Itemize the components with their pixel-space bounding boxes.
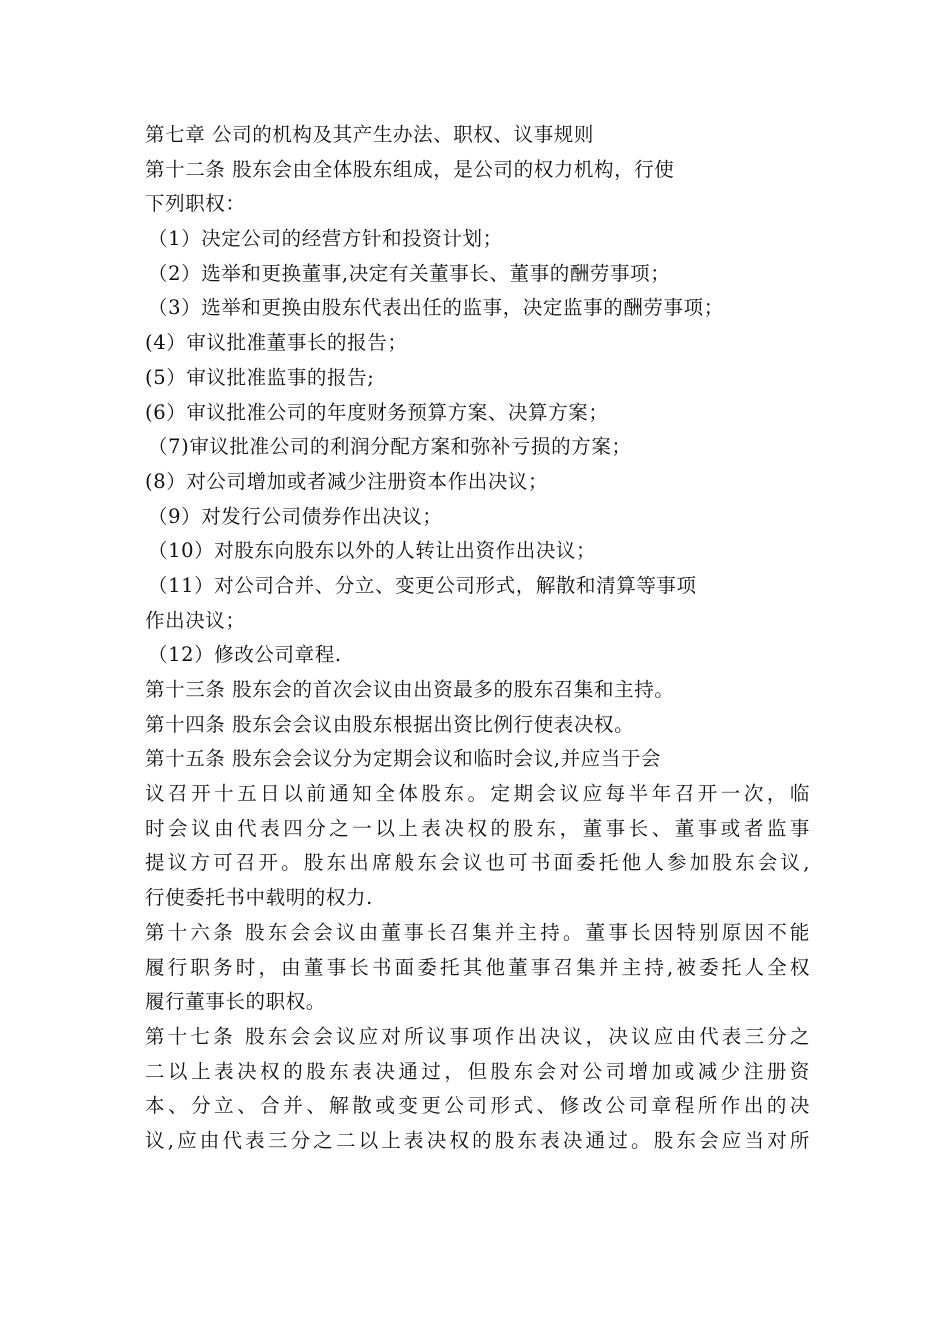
article-15-line-3: 时会议由代表四分之一以上表决权的股东，董事长、董事或者监事 [145, 816, 810, 840]
document-body [145, 118, 810, 1159]
article-17-line-2: 二以上表决权的股东表决通过，但股东会对公司增加或减少注册资 [145, 1059, 810, 1083]
list-item-12: （12）修改公司章程. [148, 643, 342, 667]
article-17-line-4: 议,应由代表三分之二以上表决权的股东表决通过。股东会应当对所 [145, 1128, 810, 1152]
list-item-6: (6）审议批准公司的年度财务预算方案、决算方案； [145, 400, 609, 424]
list-item-9: （9）对发行公司债券作出决议； [148, 504, 443, 528]
article-13: 第十三条 股东会的首次会议由出资最多的股东召集和主持。 [145, 678, 675, 701]
article-12-line-1: 第十二条 股东会由全体股东组成，是公司的权力机构，行使 [145, 157, 675, 181]
list-item-11-line-2: 作出决议； [145, 608, 246, 632]
list-item-8: (8）对公司增加或者减少注册资本作出决议； [145, 469, 549, 493]
article-15-line-5: 行使委托书中载明的权力. [145, 886, 373, 910]
chapter-heading: 第七章 公司的机构及其产生办法、职权、议事规则 [145, 123, 594, 146]
article-14: 第十四条 股东会会议由股东根据出资比例行使表决权。 [145, 712, 635, 736]
article-16-line-1: 第十六条 股东会会议由董事长召集并主持。董事长因特别原因不能 [145, 920, 810, 944]
article-16-line-3: 履行董事长的职权。 [145, 990, 326, 1014]
list-item-10: （10）对股东向股东以外的人转让出资作出决议； [148, 539, 597, 563]
list-item-11-line-1: （11）对公司合并、分立、变更公司形式，解散和清算等事项 [148, 573, 697, 597]
list-item-4: (4）审议批准董事长的报告； [145, 331, 408, 355]
article-15-line-2: 议召开十五日以前通知全体股东。定期会议应每半年召开一次，临 [145, 782, 810, 806]
article-15-line-1: 第十五条 股东会会议分为定期会议和临时会议,并应当于会 [145, 747, 662, 771]
article-17-line-1: 第十七条 股东会会议应对所议事项作出决议，决议应由代表三分之 [145, 1024, 810, 1048]
article-16-line-2: 履行职务时，由董事长书面委托其他董事召集并主持,被委托人全权 [145, 955, 810, 979]
list-item-5: (5）审议批准监事的报告; [145, 365, 375, 389]
article-15-line-4: 提议方可召开。股东出席般东会议也可书面委托他人参加股东会议, [145, 851, 810, 875]
list-item-3: （3）选举和更换由股东代表出任的监事，决定监事的酬劳事项； [148, 296, 724, 320]
list-item-2: （2）选举和更换董事,决定有关董事长、董事的酬劳事项； [148, 261, 671, 285]
article-12-line-2: 下列职权： [145, 192, 246, 216]
list-item-7: （7)审议批准公司的利润分配方案和弥补亏损的方案； [148, 435, 632, 459]
list-item-1: （1）决定公司的经营方针和投资计划； [148, 227, 503, 251]
article-17-line-3: 本、分立、合并、解散或变更公司形式、修改公司章程所作出的决 [145, 1094, 810, 1118]
